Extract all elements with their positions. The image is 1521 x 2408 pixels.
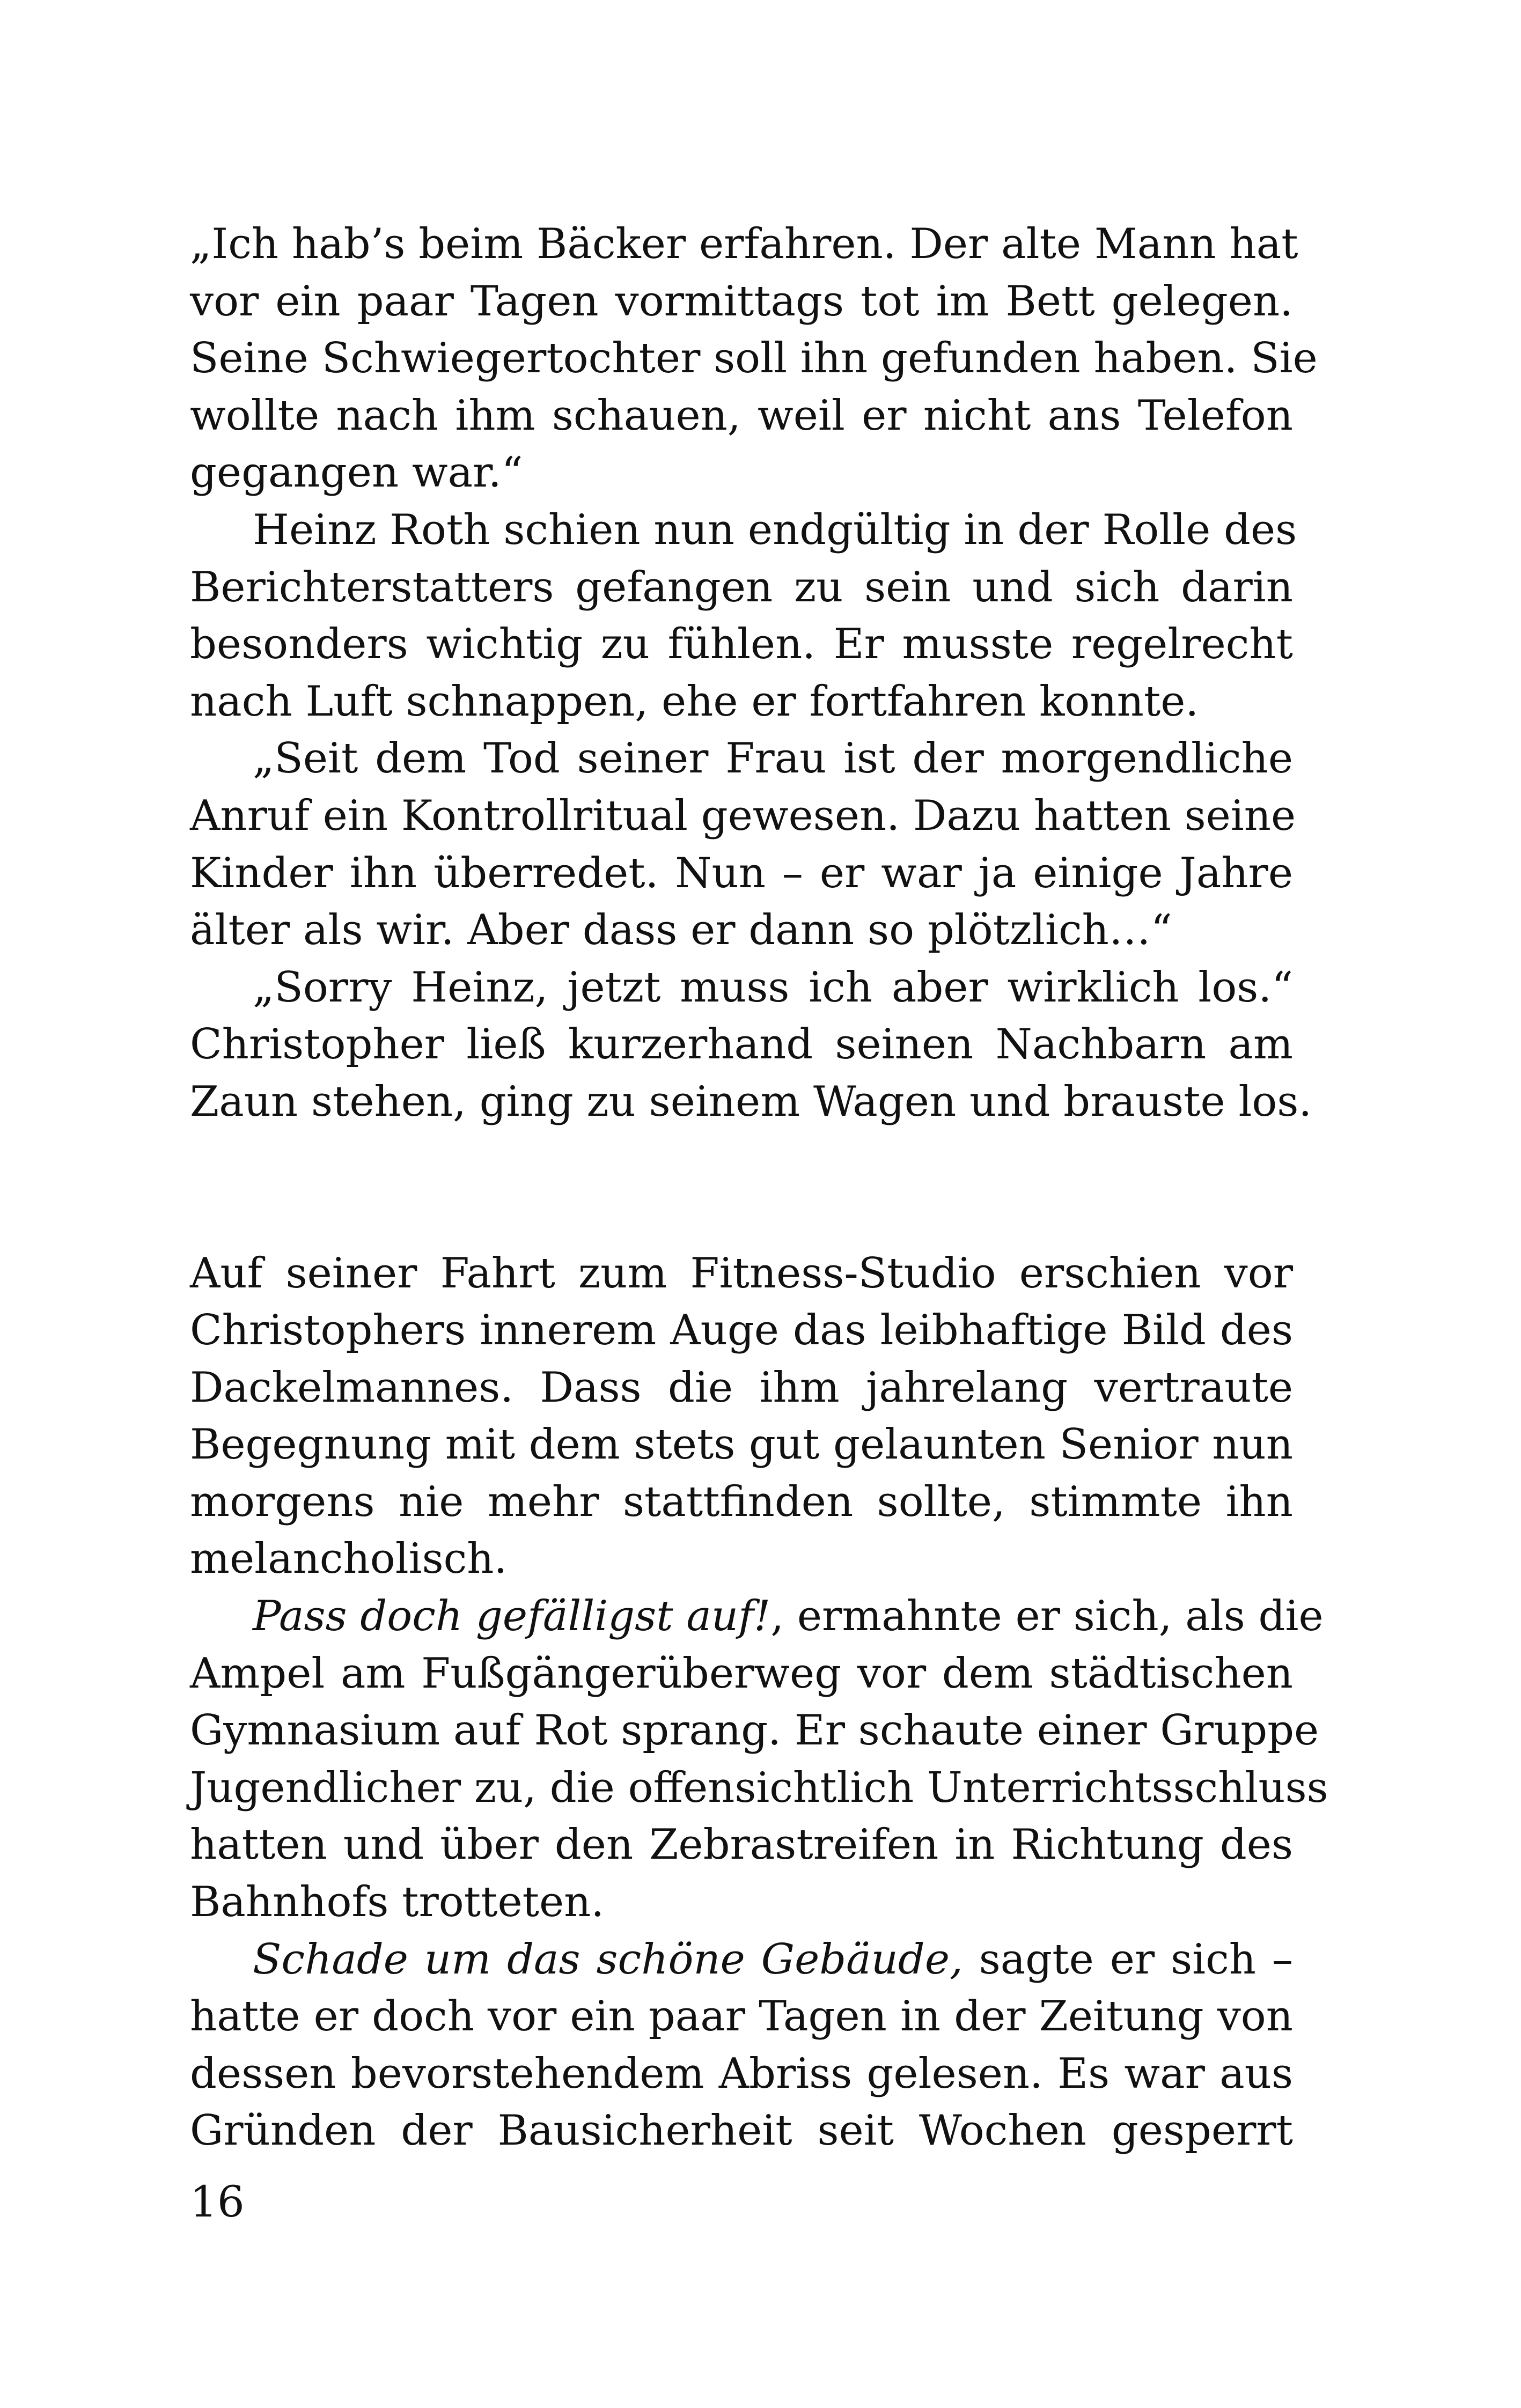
paragraph-7-line-2: hatte er doch vor ein paar Tagen in der Zeitung von [190,1992,1293,2041]
paragraph-1-line-4: wollte nach ihm schauen, weil er nicht ans Telefon [190,391,1293,440]
paragraph-1-line-3: Seine Schwiegertochter soll ihn gefunden haben. Sie [190,334,1318,383]
paragraph-5-line-3: Dackelmannes. Dass die ihm jahrelang vertraute [190,1363,1293,1412]
paragraph-1-line-5: gegangen war.“ [190,448,523,497]
paragraph-5-line-6: melancholisch. [190,1535,508,1584]
paragraph-5-line-5: morgens nie mehr stattfinden sollte, stimmte ihn [190,1477,1293,1526]
paragraph-6-line-4: Jugendlicher zu, die offensichtlich Unterrichtsschluss [190,1763,1328,1812]
paragraph-1-line-2: vor ein paar Tagen vormittags tot im Bett gelegen. [190,277,1293,326]
paragraph-4-line-1: „Sorry Heinz, jetzt muss ich aber wirklich los.“ [253,963,1293,1012]
paragraph-7-line-1-rest: sagte er sich – [962,1935,1293,1984]
paragraph-6-line-1-rest: , ermahnte er sich, als die [770,1592,1324,1641]
paragraph-5-line-1: Auf seiner Fahrt zum Fitness-Studio erschien vor [190,1249,1293,1298]
paragraph-6-line-1 [190,1588,1324,1645]
page-number: 16 [190,2177,245,2227]
paragraph-3-line-3: Kinder ihn überredet. Nun – er war ja einige Jahre [190,849,1293,897]
paragraph-2-line-4: nach Luft schnappen, ehe er fortfahren konnte. [190,677,1199,726]
paragraph-4-line-2: Christopher ließ kurzerhand seinen Nachbarn am [190,1020,1293,1069]
paragraph-6-line-5: hatten und über den Zebrastreifen in Richtung des [190,1821,1293,1869]
paragraph-4-line-3: Zaun stehen, ging zu seinem Wagen und brauste los. [190,1077,1312,1126]
paragraph-6-line-3: Gymnasium auf Rot sprang. Er schaute einer Gruppe [190,1706,1319,1755]
paragraph-7-line-4: Gründen der Bausicherheit seit Wochen gesperrt [190,2107,1293,2155]
paragraph-1-line-1: „Ich hab’s beim Bäcker erfahren. Der alte Mann hat [190,220,1298,268]
paragraph-6-line-6: Bahnhofs trotteten. [190,1878,605,1927]
paragraph-7-line-3: dessen bevorstehendem Abriss gelesen. Es war aus [190,2049,1293,2098]
paragraph-3-line-1: „Seit dem Tod seiner Frau ist der morgendliche [253,734,1293,783]
paragraph-2-line-1: Heinz Roth schien nun endgültig in der Rolle des [253,505,1297,554]
paragraph-3-line-4: älter als wir. Aber dass er dann so plötzlich…“ [190,906,1172,955]
paragraph-2-line-3: besonders wichtig zu fühlen. Er musste regelrecht [190,620,1293,669]
paragraph-6-italic-phrase: Pass doch gefälligst auf! [253,1592,771,1641]
body-text [190,216,1328,2160]
paragraph-3-line-2: Anruf ein Kontrollritual gewesen. Dazu hatten seine [190,791,1296,840]
paragraph-5-line-2: Christophers innerem Auge das leibhaftige Bild des [190,1306,1293,1355]
paragraph-6-line-2: Ampel am Fußgängerüberweg vor dem städtischen [190,1649,1293,1698]
paragraph-7-italic-phrase: Schade um das schöne Gebäude, [253,1935,963,1984]
paragraph-2-line-2: Berichterstatters gefangen zu sein und sich darin [190,563,1293,612]
paragraph-7-line-1 [190,1931,1293,1989]
paragraph-5-line-4: Begegnung mit dem stets gut gelaunten Senior nun [190,1420,1293,1469]
section-break [190,1131,1293,1245]
